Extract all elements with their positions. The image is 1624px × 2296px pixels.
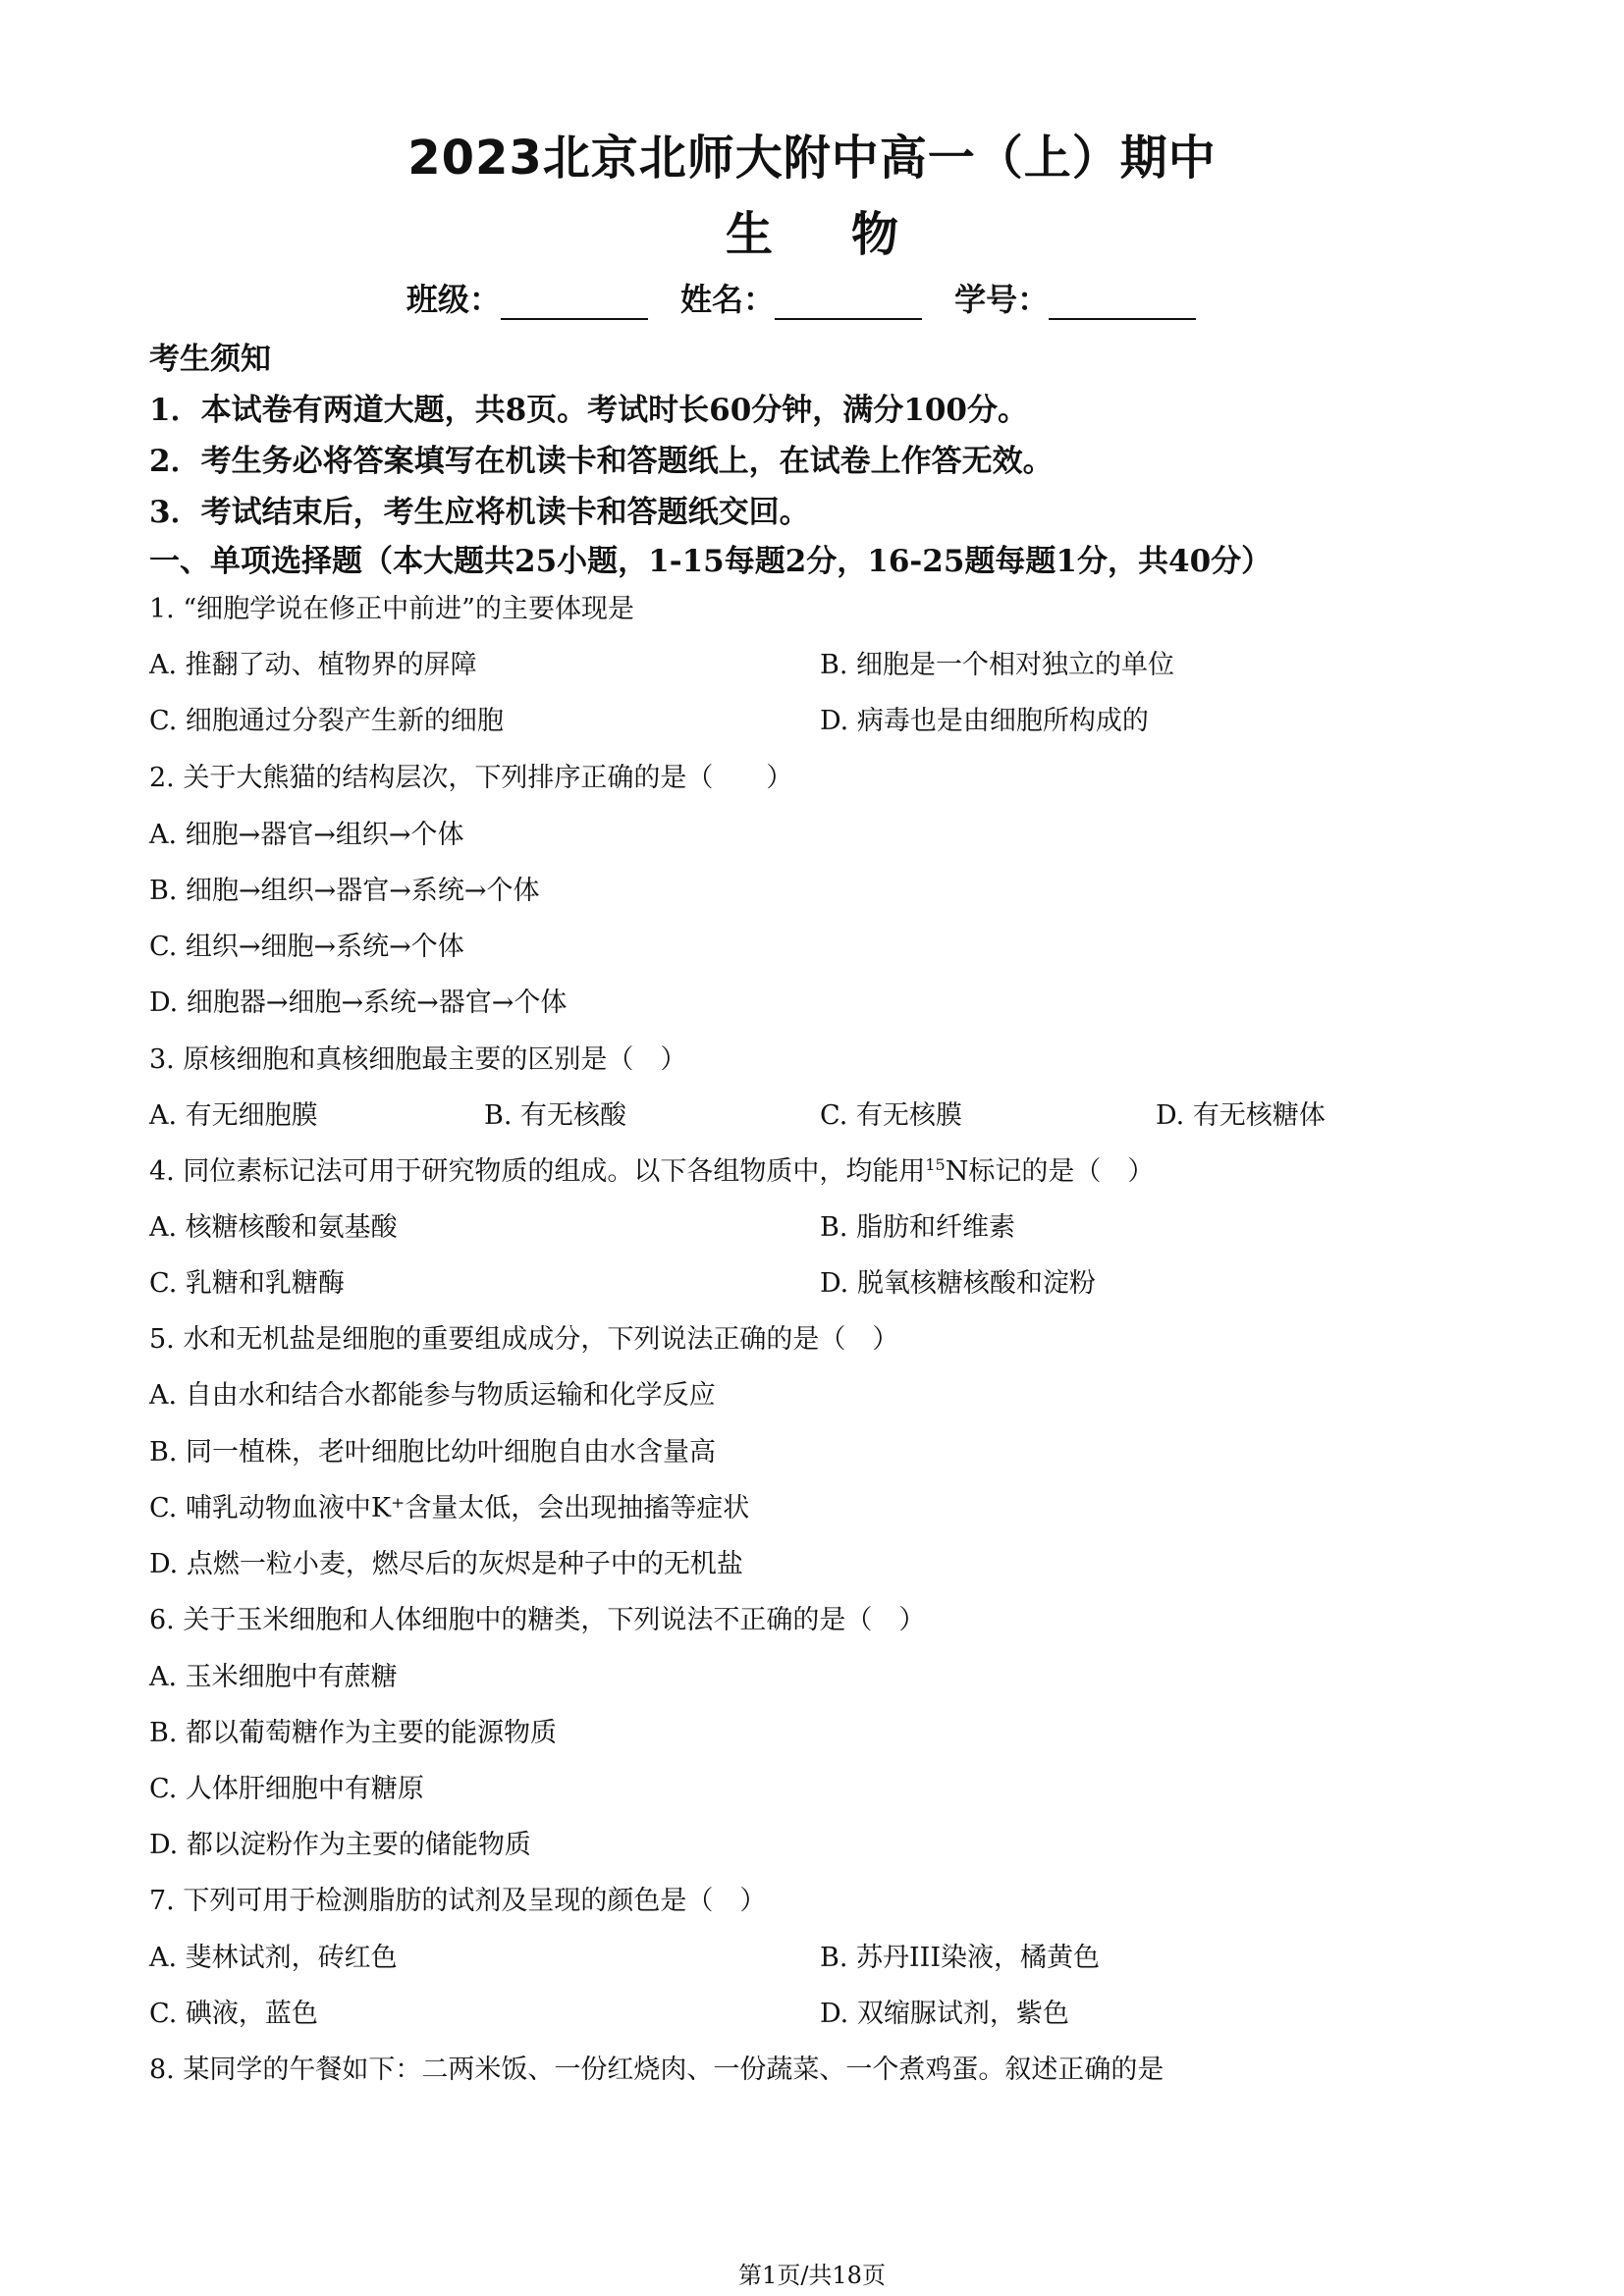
name-blank [775,289,922,320]
question-stem: 5. 水和无机盐是细胞的重要组成成分，下列说法正确的是（ ） [149,1324,899,1355]
option-c: C. 细胞通过分裂产生新的细胞 [149,706,504,736]
option-c: C. 人体肝细胞中有糖原 [149,1774,424,1804]
option-b: B. 细胞是一个相对独立的单位 [820,650,1175,680]
option-b: B. 细胞→组织→器官→系统→个体 [149,876,540,906]
option-a: A. 有无细胞膜 [149,1100,318,1131]
notice-item-3: 3．考试结束后，考生应将机读卡和答题纸交回。 [149,495,810,530]
option-d: D. 脱氧核糖核酸和淀粉 [820,1268,1096,1299]
subject-title: 生物 [725,207,977,262]
id-label: 学号： [954,281,1050,318]
page-footer: 第1页/共18页 [738,2262,886,2289]
option-d: D. 有无核糖体 [1156,1100,1326,1131]
question-stem: 2. 关于大熊猫的结构层次，下列排序正确的是（ ） [149,763,793,793]
option-a: A. 自由水和结合水都能参与物质运输和化学反应 [149,1380,716,1411]
option-b: B. 有无核酸 [484,1100,627,1131]
option-d: D. 细胞器→细胞→系统→器官→个体 [149,988,568,1018]
option-c: C. 组织→细胞→系统→个体 [149,932,464,962]
notice-heading: 考生须知 [149,342,271,377]
option-a: A. 细胞→器官→组织→个体 [149,820,464,850]
question-stem: 7. 下列可用于检测脂肪的试剂及呈现的颜色是（ ） [149,1886,767,1916]
class-label: 班级： [406,281,501,318]
option-d: D. 双缩脲试剂，紫色 [820,1999,1069,2029]
option-c: C. 哺乳动物血液中K⁺含量太低，会出现抽搐等症状 [149,1493,750,1523]
notice-item-1: 1．本试卷有两道大题，共8页。考试时长60分钟，满分100分。 [149,393,1028,428]
section-heading: 一、单项选择题（本大题共25小题，1-15每题2分，16-25题每题1分，共40分） [149,544,1272,579]
stem-part: 4. 同位素标记法可用于研究物质的组成。以下各组物质中，均能用 [149,1156,926,1187]
option-b: B. 同一植株，老叶细胞比幼叶细胞自由水含量高 [149,1437,717,1468]
option-b: B. 苏丹III染液，橘黄色 [820,1943,1101,1973]
option-d: D. 病毒也是由细胞所构成的 [820,706,1149,736]
option-c: C. 有无核膜 [820,1100,962,1131]
option-a: A. 核糖核酸和氨基酸 [149,1212,398,1243]
option-b: B. 都以葡萄糖作为主要的能源物质 [149,1718,558,1748]
question-stem: 8. 某同学的午餐如下：二两米饭、一份红烧肉、一份蔬菜、一个煮鸡蛋。叙述正确的是 [149,2055,1164,2085]
exam-title: 2023北京北师大附中高一（上）期中 [407,131,1217,186]
class-blank [501,289,648,320]
option-d: D. 点燃一粒小麦，燃尽后的灰烬是种子中的无机盐 [149,1549,743,1579]
question-stem: 3. 原核细胞和真核细胞最主要的区别是（ ） [149,1044,687,1075]
id-blank [1049,289,1196,320]
option-b: B. 脂肪和纤维素 [820,1212,1016,1243]
question-stem [149,1149,1154,1188]
option-a: A. 推翻了动、植物界的屏障 [149,650,477,680]
name-label: 姓名： [679,281,775,318]
option-c: C. 乳糖和乳糖酶 [149,1268,345,1299]
option-a: A. 斐林试剂，砖红色 [149,1943,398,1973]
question-stem: 1. “细胞学说在修正中前进”的主要体现是 [149,594,634,624]
notice-item-2: 2．考生务必将答案填写在机读卡和答题纸上，在试卷上作答无效。 [149,444,1054,479]
option-d: D. 都以淀粉作为主要的储能物质 [149,1830,531,1860]
question-stem: 6. 关于玉米细胞和人体细胞中的糖类，下列说法不正确的是（ ） [149,1605,926,1635]
option-c: C. 碘液，蓝色 [149,1999,318,2029]
stem-part: N标记的是（ ） [945,1156,1155,1187]
isotope-superscript: 15 [925,1155,946,1174]
student-info-row [0,275,1624,320]
option-a: A. 玉米细胞中有蔗糖 [149,1662,398,1692]
